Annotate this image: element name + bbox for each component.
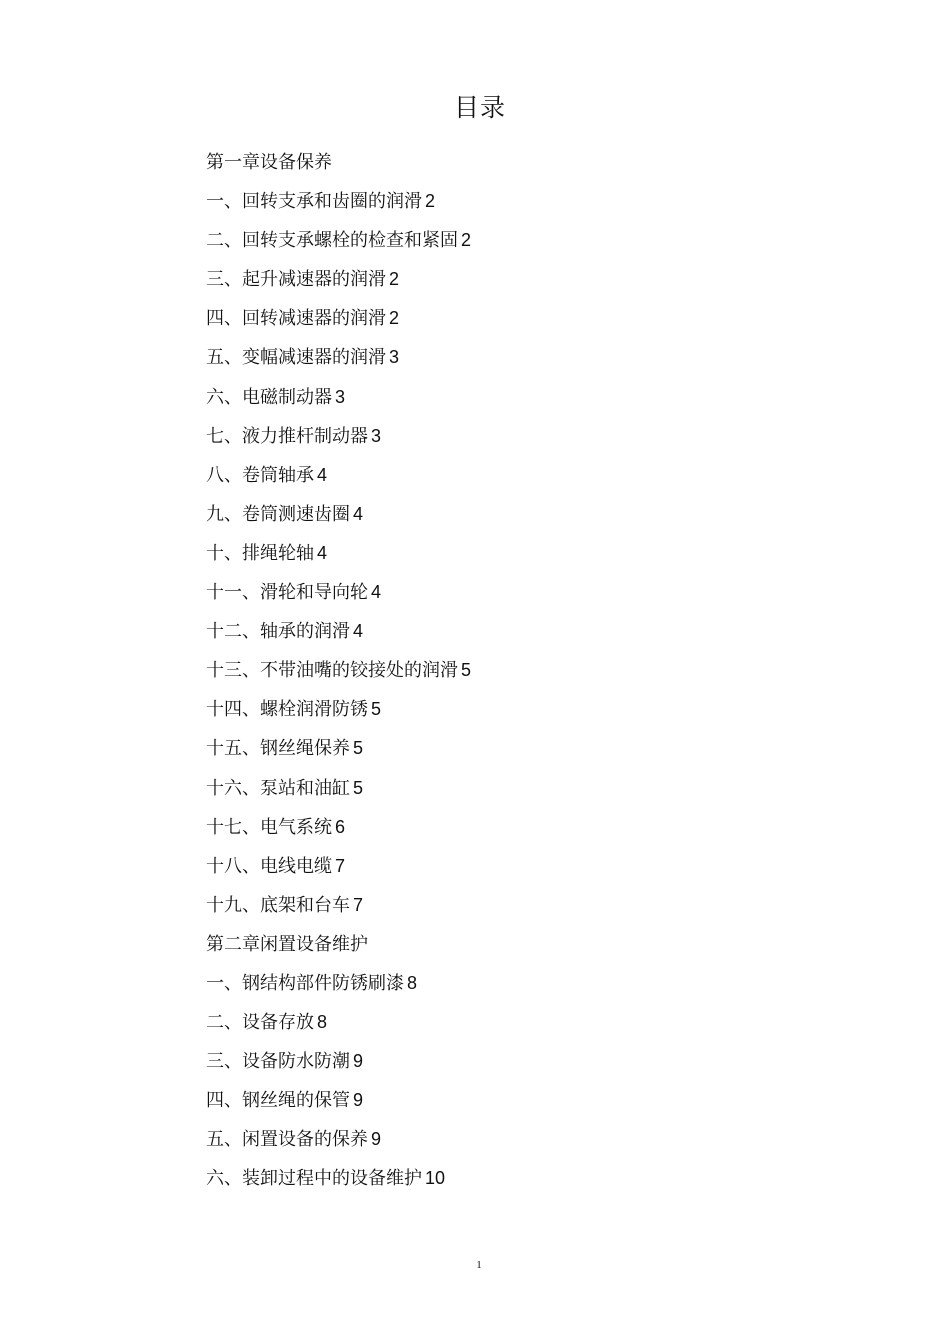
toc-entry-title: 六、电磁制动器 bbox=[206, 386, 332, 408]
toc-entry-title: 二、回转支承螺栓的检查和紧固 bbox=[206, 230, 458, 252]
toc-entry-page: 4 bbox=[371, 582, 382, 603]
toc-entry[interactable] bbox=[206, 143, 471, 182]
toc-entry-page: 7 bbox=[335, 855, 346, 876]
toc-entry-page: 8 bbox=[317, 1012, 328, 1033]
toc-entry[interactable] bbox=[206, 299, 471, 338]
toc-entry-page: 4 bbox=[317, 542, 328, 563]
toc-entry-title: 五、变幅减速器的润滑 bbox=[206, 347, 386, 369]
toc-entry-page: 2 bbox=[389, 308, 400, 329]
toc-entry[interactable] bbox=[206, 182, 471, 221]
toc-entry[interactable] bbox=[206, 729, 471, 768]
toc-entry-title: 三、起升减速器的润滑 bbox=[206, 269, 386, 291]
toc-entry[interactable] bbox=[206, 1003, 471, 1042]
toc-entry-title: 七、液力推杆制动器 bbox=[206, 425, 368, 447]
toc-entry-page: 9 bbox=[353, 1090, 364, 1111]
toc-entry-title: 五、闲置设备的保养 bbox=[206, 1129, 368, 1151]
toc-entry-page: 5 bbox=[353, 738, 364, 759]
toc-entry-title: 一、回转支承和齿圈的润滑 bbox=[206, 191, 422, 213]
toc-entry[interactable] bbox=[206, 1159, 471, 1198]
toc-entry-page: 4 bbox=[353, 621, 364, 642]
toc-entry[interactable] bbox=[206, 925, 471, 964]
toc-entry[interactable] bbox=[206, 260, 471, 299]
toc-entry-page: 8 bbox=[407, 972, 418, 993]
page-number: 1 bbox=[476, 1259, 482, 1271]
toc-entry-page: 2 bbox=[461, 230, 472, 251]
toc-entry-title: 四、回转减速器的润滑 bbox=[206, 308, 386, 330]
page-title: 目录 bbox=[453, 93, 506, 122]
toc-entry-title: 九、卷筒测速齿圈 bbox=[206, 503, 350, 525]
toc-entry-page: 4 bbox=[317, 464, 328, 485]
toc-entry-page: 9 bbox=[353, 1051, 364, 1072]
toc-entry[interactable] bbox=[206, 651, 471, 690]
toc-entry[interactable] bbox=[206, 456, 471, 495]
toc-entry-page: 3 bbox=[335, 386, 346, 407]
toc-entry-page: 2 bbox=[389, 269, 400, 290]
toc-entry-page: 3 bbox=[371, 425, 382, 446]
toc-entry[interactable] bbox=[206, 612, 471, 651]
toc-entry[interactable] bbox=[206, 417, 471, 456]
toc-entry-page: 5 bbox=[353, 777, 364, 798]
toc-entry-title: 十八、电线电缆 bbox=[206, 855, 332, 877]
toc-entry-title: 一、钢结构部件防锈刷漆 bbox=[206, 972, 404, 994]
toc-entry[interactable] bbox=[206, 1042, 471, 1081]
toc-entry-title: 十九、底架和台车 bbox=[206, 894, 350, 916]
toc-entry[interactable] bbox=[206, 690, 471, 729]
toc-entry[interactable] bbox=[206, 573, 471, 612]
toc-entry-page: 5 bbox=[461, 660, 472, 681]
toc-entry-page: 5 bbox=[371, 699, 382, 720]
toc-entry-title: 四、钢丝绳的保管 bbox=[206, 1090, 350, 1112]
toc-entry[interactable] bbox=[206, 808, 471, 847]
toc-entry-page: 6 bbox=[335, 816, 346, 837]
toc-entry[interactable] bbox=[206, 1081, 471, 1120]
toc-entry-page: 7 bbox=[353, 894, 364, 915]
toc-entry-title: 十一、滑轮和导向轮 bbox=[206, 582, 368, 604]
toc-entry-title: 三、设备防水防潮 bbox=[206, 1051, 350, 1073]
toc-entry-title: 第一章设备保养 bbox=[206, 152, 332, 173]
toc-entry-page: 4 bbox=[353, 503, 364, 524]
toc-entry-title: 八、卷筒轴承 bbox=[206, 464, 314, 486]
toc-entry-page: 3 bbox=[389, 347, 400, 368]
toc-entry-title: 二、设备存放 bbox=[206, 1012, 314, 1034]
toc-entry-title: 六、装卸过程中的设备维护 bbox=[206, 1168, 422, 1190]
toc-entry-title: 十七、电气系统 bbox=[206, 816, 332, 838]
toc-entry[interactable] bbox=[206, 534, 471, 573]
toc-entry-title: 十三、不带油嘴的铰接处的润滑 bbox=[206, 660, 458, 682]
toc-entry-title: 十二、轴承的润滑 bbox=[206, 621, 350, 643]
toc-entry[interactable] bbox=[206, 378, 471, 417]
toc-entry-title: 第二章闲置设备维护 bbox=[206, 933, 368, 955]
toc-entry[interactable] bbox=[206, 1120, 471, 1159]
toc-entry-title: 十四、螺栓润滑防锈 bbox=[206, 699, 368, 721]
toc-entry-title: 十、排绳轮轴 bbox=[206, 542, 314, 564]
toc-entry[interactable] bbox=[206, 338, 471, 377]
table-of-contents bbox=[206, 143, 471, 1199]
toc-entry-page: 9 bbox=[371, 1129, 382, 1150]
toc-entry-title: 十六、泵站和油缸 bbox=[206, 777, 350, 799]
toc-entry[interactable] bbox=[206, 769, 471, 808]
toc-entry[interactable] bbox=[206, 847, 471, 886]
toc-entry[interactable] bbox=[206, 886, 471, 925]
toc-entry-page: 2 bbox=[425, 191, 436, 212]
toc-entry[interactable] bbox=[206, 495, 471, 534]
toc-entry-title: 十五、钢丝绳保养 bbox=[206, 738, 350, 760]
toc-entry-page: 10 bbox=[425, 1168, 446, 1189]
toc-entry[interactable] bbox=[206, 964, 471, 1003]
toc-entry[interactable] bbox=[206, 221, 471, 260]
